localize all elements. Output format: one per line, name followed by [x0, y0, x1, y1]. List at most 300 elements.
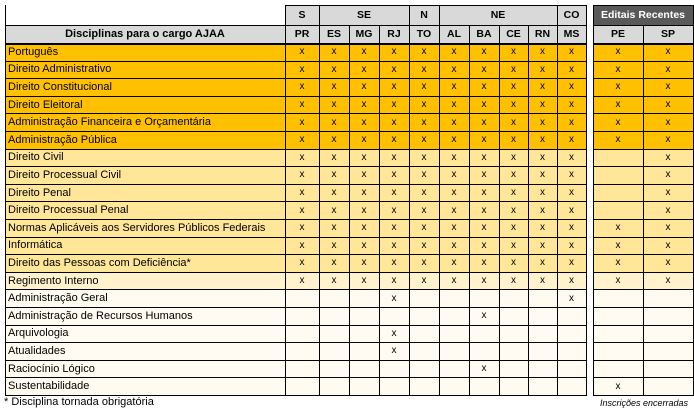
recent-row-divider — [593, 360, 694, 361]
mark-cell — [528, 377, 557, 395]
mark-cell: x — [557, 96, 586, 114]
mark-cell — [379, 307, 409, 325]
recent-mark-cell: x — [593, 43, 643, 61]
mark-cell — [499, 342, 528, 360]
recent-row-divider — [593, 325, 694, 326]
mark-cell: x — [319, 96, 349, 114]
mark-cell: x — [409, 149, 439, 167]
mark-cell: x — [499, 166, 528, 184]
mark-cell: x — [528, 201, 557, 219]
mark-cell: x — [469, 61, 499, 79]
state-divider — [499, 25, 500, 396]
mark-cell: x — [469, 131, 499, 149]
region-header: SE — [319, 5, 409, 25]
mark-cell: x — [409, 43, 439, 61]
mark-cell: x — [439, 43, 469, 61]
recent-mark-cell — [593, 289, 643, 307]
mark-cell: x — [499, 131, 528, 149]
mark-cell: x — [285, 149, 319, 167]
discipline-label: Raciocínio Lógico — [5, 360, 285, 378]
row-divider — [5, 149, 587, 150]
mark-cell: x — [349, 237, 379, 255]
mark-cell: x — [439, 184, 469, 202]
state-header: PR — [285, 25, 319, 43]
mark-cell: x — [528, 219, 557, 237]
mark-cell — [379, 360, 409, 378]
state-header: RN — [528, 25, 557, 43]
mark-cell: x — [439, 149, 469, 167]
discipline-label: Direito das Pessoas com Deficiência* — [5, 254, 285, 272]
mark-cell: x — [499, 184, 528, 202]
recent-header: Editais Recentes — [593, 5, 693, 25]
mark-cell: x — [379, 254, 409, 272]
discipline-label: Normas Aplicáveis aos Servidores Públicos Federais — [5, 219, 285, 237]
recent-mark-cell — [643, 289, 693, 307]
mark-cell: x — [285, 166, 319, 184]
mark-cell: x — [469, 43, 499, 61]
mark-cell: x — [557, 219, 586, 237]
mark-cell — [439, 325, 469, 343]
mark-cell: x — [319, 272, 349, 290]
mark-cell — [499, 325, 528, 343]
recent-mark-cell — [593, 342, 643, 360]
region-header: NE — [439, 5, 557, 25]
state-divider — [469, 25, 470, 396]
mark-cell — [469, 377, 499, 395]
recent-mark-cell: x — [593, 96, 643, 114]
recent-mark-cell — [593, 166, 643, 184]
recent-mark-cell: x — [643, 254, 693, 272]
mark-cell: x — [349, 61, 379, 79]
mark-cell: x — [499, 272, 528, 290]
mark-cell: x — [499, 96, 528, 114]
row-divider — [5, 342, 587, 343]
recent-state-header: SP — [643, 25, 693, 43]
discipline-label: Administração Financeira e Orçamentária — [5, 113, 285, 131]
mark-cell: x — [379, 166, 409, 184]
mark-cell: x — [379, 131, 409, 149]
recent-mark-cell — [593, 184, 643, 202]
mark-cell — [349, 325, 379, 343]
mark-cell: x — [469, 184, 499, 202]
mark-cell: x — [439, 201, 469, 219]
mark-cell: x — [349, 96, 379, 114]
recent-mark-cell: x — [593, 61, 643, 79]
row-divider — [5, 96, 587, 97]
recent-mark-cell: x — [643, 78, 693, 96]
mark-cell: x — [379, 219, 409, 237]
recent-row-divider — [593, 113, 694, 114]
mark-cell: x — [349, 166, 379, 184]
discipline-label: Administração Geral — [5, 289, 285, 307]
mark-cell: x — [349, 254, 379, 272]
mark-cell: x — [349, 131, 379, 149]
recent-col-divider — [643, 25, 644, 396]
mark-cell — [319, 325, 349, 343]
mark-cell: x — [469, 254, 499, 272]
mark-cell: x — [499, 219, 528, 237]
mark-cell: x — [409, 237, 439, 255]
discipline-label: Informática — [5, 237, 285, 255]
mark-cell: x — [528, 78, 557, 96]
recent-mark-cell: x — [593, 78, 643, 96]
state-divider — [379, 25, 380, 396]
mark-cell: x — [285, 201, 319, 219]
row-divider — [5, 78, 587, 79]
mark-cell — [285, 377, 319, 395]
main-border-top — [285, 5, 587, 6]
row-divider — [5, 307, 587, 308]
mark-cell: x — [285, 131, 319, 149]
mark-cell: x — [528, 96, 557, 114]
row-divider — [5, 272, 587, 273]
mark-cell: x — [349, 149, 379, 167]
state-divider — [349, 25, 350, 396]
mark-cell: x — [409, 272, 439, 290]
mark-cell: x — [469, 201, 499, 219]
mark-cell — [439, 342, 469, 360]
recent-mark-cell — [593, 149, 643, 167]
recent-row-divider — [593, 149, 694, 150]
mark-cell — [409, 307, 439, 325]
mark-cell: x — [557, 289, 586, 307]
mark-cell: x — [409, 184, 439, 202]
discipline-label: Administração Pública — [5, 131, 285, 149]
discipline-label: Direito Processual Civil — [5, 166, 285, 184]
mark-cell: x — [528, 149, 557, 167]
recent-mark-cell: x — [593, 254, 643, 272]
mark-cell: x — [469, 237, 499, 255]
mark-cell: x — [285, 272, 319, 290]
mark-cell — [349, 377, 379, 395]
mark-cell: x — [528, 43, 557, 61]
mark-cell: x — [499, 43, 528, 61]
recent-row-divider — [593, 289, 694, 290]
recent-row-divider — [593, 254, 694, 255]
recent-mark-cell: x — [593, 219, 643, 237]
mark-cell: x — [409, 219, 439, 237]
mark-cell: x — [409, 113, 439, 131]
mark-cell: x — [349, 184, 379, 202]
mark-cell — [499, 377, 528, 395]
recent-row-divider — [593, 96, 694, 97]
mark-cell: x — [379, 78, 409, 96]
mark-cell: x — [528, 237, 557, 255]
mark-cell: x — [409, 131, 439, 149]
mark-cell: x — [409, 166, 439, 184]
recent-mark-cell: x — [643, 61, 693, 79]
discipline-label: Direito Eleitoral — [5, 96, 285, 114]
mark-cell: x — [349, 43, 379, 61]
recent-border-top — [593, 5, 694, 6]
mark-cell — [557, 377, 586, 395]
discipline-label: Direito Penal — [5, 184, 285, 202]
mark-cell — [409, 325, 439, 343]
mark-cell: x — [285, 78, 319, 96]
mark-cell — [528, 307, 557, 325]
mark-cell — [439, 307, 469, 325]
mark-cell: x — [557, 113, 586, 131]
discipline-label: Regimento Interno — [5, 272, 285, 290]
mark-cell: x — [379, 342, 409, 360]
mark-cell: x — [469, 272, 499, 290]
recent-mark-cell: x — [643, 272, 693, 290]
mark-cell: x — [528, 254, 557, 272]
row-divider — [5, 61, 587, 62]
row-divider — [5, 113, 587, 114]
recent-mark-cell: x — [593, 113, 643, 131]
mark-cell: x — [319, 201, 349, 219]
row-divider — [5, 325, 587, 326]
recent-mark-cell — [643, 307, 693, 325]
state-divider — [528, 25, 529, 396]
recent-mark-cell — [643, 325, 693, 343]
mark-cell: x — [469, 96, 499, 114]
mark-cell: x — [557, 43, 586, 61]
recent-mark-cell: x — [643, 184, 693, 202]
discipline-label: Atualidades — [5, 342, 285, 360]
mark-cell: x — [349, 219, 379, 237]
mark-cell: x — [319, 237, 349, 255]
mark-cell: x — [319, 254, 349, 272]
mark-cell: x — [528, 184, 557, 202]
recent-mark-cell: x — [643, 96, 693, 114]
mark-cell: x — [379, 61, 409, 79]
state-header: AL — [439, 25, 469, 43]
mark-cell: x — [499, 113, 528, 131]
recent-row-divider — [593, 78, 694, 79]
mark-cell — [528, 342, 557, 360]
mark-cell: x — [349, 113, 379, 131]
state-divider — [557, 25, 558, 396]
mark-cell: x — [499, 61, 528, 79]
row-divider — [5, 131, 587, 132]
mark-cell — [439, 360, 469, 378]
discipline-label: Direito Processual Penal — [5, 201, 285, 219]
mark-cell: x — [557, 184, 586, 202]
mark-cell — [499, 289, 528, 307]
mark-cell — [469, 342, 499, 360]
mark-cell: x — [379, 43, 409, 61]
mark-cell: x — [285, 184, 319, 202]
mark-cell: x — [285, 61, 319, 79]
recent-mark-cell — [593, 325, 643, 343]
recent-mark-cell: x — [643, 131, 693, 149]
mark-cell: x — [319, 131, 349, 149]
recent-mark-cell: x — [643, 43, 693, 61]
mark-cell: x — [379, 149, 409, 167]
mark-cell: x — [285, 113, 319, 131]
row-divider — [5, 360, 587, 361]
discipline-label: Direito Constitucional — [5, 78, 285, 96]
row-divider — [5, 237, 587, 238]
mark-cell: x — [379, 325, 409, 343]
mark-cell — [557, 360, 586, 378]
mark-cell — [285, 342, 319, 360]
mark-cell: x — [557, 254, 586, 272]
recent-mark-cell: x — [593, 377, 643, 395]
recent-row-divider — [593, 184, 694, 185]
mark-cell: x — [439, 78, 469, 96]
table-title: Disciplinas para o cargo AJAA — [5, 25, 285, 43]
mark-cell — [439, 377, 469, 395]
mark-cell — [528, 289, 557, 307]
recent-mark-cell — [643, 360, 693, 378]
mark-cell: x — [439, 131, 469, 149]
mark-cell: x — [499, 254, 528, 272]
mark-cell: x — [379, 96, 409, 114]
mark-cell: x — [379, 201, 409, 219]
discipline-label: Português — [5, 43, 285, 61]
mark-cell — [349, 289, 379, 307]
mark-cell: x — [528, 272, 557, 290]
mark-cell: x — [469, 149, 499, 167]
mark-cell: x — [349, 201, 379, 219]
mark-cell: x — [557, 78, 586, 96]
recent-row-divider — [593, 237, 694, 238]
mark-cell: x — [409, 61, 439, 79]
mark-cell: x — [285, 96, 319, 114]
mark-cell: x — [499, 237, 528, 255]
mark-cell — [409, 342, 439, 360]
mark-cell: x — [439, 113, 469, 131]
mark-cell: x — [409, 254, 439, 272]
mark-cell: x — [285, 219, 319, 237]
mark-cell: x — [557, 237, 586, 255]
mark-cell: x — [409, 78, 439, 96]
state-header: RJ — [379, 25, 409, 43]
mark-cell: x — [499, 149, 528, 167]
recent-mark-cell: x — [593, 131, 643, 149]
mark-cell — [285, 325, 319, 343]
mark-cell: x — [528, 113, 557, 131]
discipline-label: Arquivologia — [5, 325, 285, 343]
mark-cell: x — [349, 272, 379, 290]
row-divider — [5, 289, 587, 290]
mark-cell — [409, 360, 439, 378]
recent-mark-cell: x — [643, 237, 693, 255]
row-divider — [5, 166, 587, 167]
mark-cell: x — [319, 43, 349, 61]
recent-mark-cell: x — [643, 149, 693, 167]
mark-cell — [349, 307, 379, 325]
mark-cell — [379, 377, 409, 395]
recent-row-divider — [593, 342, 694, 343]
mark-cell — [319, 342, 349, 360]
mark-cell: x — [319, 78, 349, 96]
mark-cell — [469, 325, 499, 343]
mark-cell: x — [439, 166, 469, 184]
mark-cell — [319, 307, 349, 325]
mark-cell: x — [379, 289, 409, 307]
region-header: CO — [557, 5, 586, 25]
closed-note: Inscrições encerradas — [599, 398, 688, 408]
mark-cell: x — [285, 254, 319, 272]
mark-cell — [528, 325, 557, 343]
recent-mark-cell — [593, 360, 643, 378]
recent-row-divider — [593, 166, 694, 167]
mark-cell — [439, 289, 469, 307]
mark-cell — [319, 289, 349, 307]
mark-cell: x — [439, 272, 469, 290]
mark-cell: x — [557, 201, 586, 219]
row-divider — [5, 201, 587, 202]
recent-row-divider — [593, 201, 694, 202]
recent-mark-cell: x — [643, 201, 693, 219]
mark-cell: x — [528, 131, 557, 149]
state-divider — [439, 25, 440, 396]
mark-cell: x — [469, 360, 499, 378]
row-divider — [5, 219, 587, 220]
discipline-label: Sustentabilidade — [5, 377, 285, 395]
region-header: S — [285, 5, 319, 25]
mark-cell: x — [349, 78, 379, 96]
recent-mark-cell — [593, 307, 643, 325]
recent-row-divider — [593, 272, 694, 273]
mark-cell: x — [285, 43, 319, 61]
mark-cell: x — [469, 78, 499, 96]
mark-cell — [557, 342, 586, 360]
recent-mark-cell: x — [593, 237, 643, 255]
mark-cell — [349, 342, 379, 360]
mark-cell: x — [557, 149, 586, 167]
mark-cell: x — [439, 237, 469, 255]
mark-cell: x — [319, 113, 349, 131]
state-header: BA — [469, 25, 499, 43]
mark-cell — [499, 307, 528, 325]
mark-cell: x — [285, 237, 319, 255]
row-divider — [5, 254, 587, 255]
mark-cell: x — [469, 166, 499, 184]
recent-mark-cell: x — [643, 113, 693, 131]
mark-cell: x — [379, 237, 409, 255]
recent-row-divider — [593, 61, 694, 62]
recent-mark-cell — [643, 377, 693, 395]
discipline-label: Direito Civil — [5, 149, 285, 167]
mark-cell — [319, 360, 349, 378]
mark-cell — [285, 360, 319, 378]
recent-mark-cell — [593, 201, 643, 219]
mark-cell: x — [319, 166, 349, 184]
mark-cell — [285, 289, 319, 307]
row-divider — [5, 184, 587, 185]
mark-cell: x — [319, 149, 349, 167]
mark-cell: x — [469, 307, 499, 325]
mark-cell — [557, 325, 586, 343]
state-header: MG — [349, 25, 379, 43]
mark-cell: x — [439, 219, 469, 237]
recent-mark-cell — [643, 342, 693, 360]
discipline-label: Direito Administrativo — [5, 61, 285, 79]
footnote: * Disciplina tornada obrigatória — [4, 396, 154, 408]
row-divider — [5, 377, 587, 378]
mark-cell: x — [557, 131, 586, 149]
mark-cell: x — [528, 166, 557, 184]
mark-cell: x — [557, 272, 586, 290]
mark-cell — [349, 360, 379, 378]
recent-mark-cell: x — [593, 272, 643, 290]
recent-mark-cell: x — [643, 219, 693, 237]
region-header: N — [409, 5, 439, 25]
mark-cell: x — [439, 96, 469, 114]
mark-cell: x — [409, 201, 439, 219]
mark-cell: x — [469, 113, 499, 131]
recent-row-divider — [593, 219, 694, 220]
mark-cell — [409, 289, 439, 307]
recent-row-divider — [593, 307, 694, 308]
state-divider — [409, 25, 410, 396]
mark-cell — [319, 377, 349, 395]
